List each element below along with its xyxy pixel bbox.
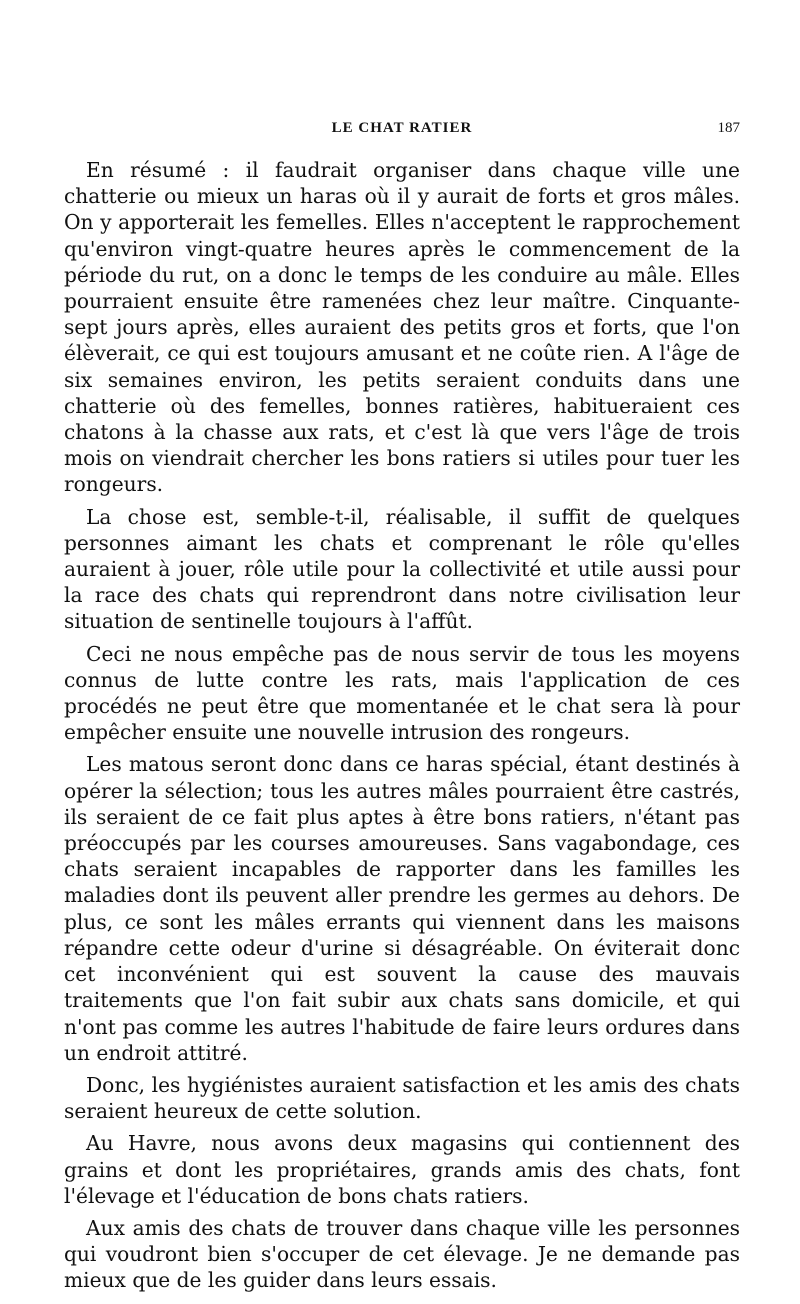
paragraph-hygienists: Donc, les hygiénistes auraient satisfaction et les amis des chats seraient heureux de cette solution.	[64, 1072, 740, 1124]
paragraph-le-havre: Au Havre, nous avons deux magasins qui contiennent des grains et dont les propriétaires, grands amis des chats, font l'élevage et l'éducation de bons chats ratiers.	[64, 1131, 740, 1208]
running-head	[64, 120, 740, 144]
page-number: 187	[717, 120, 740, 136]
body-text	[64, 157, 740, 1300]
paragraph-closing: Aux amis des chats de trouver dans chaque ville les personnes qui voudront bien s'occuper de cet élevage. Je ne demande pas mieux que de les guider dans leurs essais.	[64, 1215, 740, 1293]
paragraph-feasibility: La chose est, semble-t-il, réalisable, il suffit de quelques personnes aimant les chats et comprenant le rôle qu'elles auraient à jouer, rôle utile pour la collectivité et utile aussi pour la race des chats qui reprendront dans notre civilisation leur situation de sentinelle toujours à l'affût.	[64, 504, 740, 634]
paragraph-selection: Les matous seront donc dans ce haras spécial, étant destinés à opérer la sélection; tous les autres mâles pourraient être castrés, ils seraient de ce fait plus aptes à être bons ratiers, n'étant pas préoccupés par les courses amoureuses. Sans vagabondage, ces chats seraient incapables de rapporter dans les familles les maladies dont ils peuvent aller prendre les germes au dehors. De plus, ce sont les mâles errants qui viennent dans les maisons répandre cette odeur d'urine si désagréable. On éviterait donc cet inconvénient qui est souvent la cause des mauvais traitements que l'on fait subir aux chats sans domicile, et qui n'ont pas comme les autres l'habitude de faire leurs ordures dans un endroit attitré.	[64, 752, 740, 1065]
running-title: LE CHAT RATIER	[331, 120, 473, 136]
paragraph-other-methods: Ceci ne nous empêche pas de nous servir de tous les moyens connus de lutte contre les rats, mais l'application de ces procédés ne peut être que momentanée et le chat sera là pour empêcher ensuite une nouvelle intrusion des rongeurs.	[64, 641, 740, 745]
paragraph-summary: En résumé : il faudrait organiser dans chaque ville une chatterie ou mieux un haras où il y aurait de forts et gros mâles. On y apporterait les femelles. Elles n'acceptent le rapprochement qu'environ vingt-quatre heures après le commencement de la période du rut, on a donc le temps de les conduire au mâle. Elles pourraient ensuite être ramenées chez leur maître. Cinquante-sept jours après, elles auraient des petits gros et forts, que l'on élèverait, ce qui est toujours amusant et ne coûte rien. A l'âge de six semaines environ, les petits seraient conduits dans une chatterie où des femelles, bonnes ratières, habitueraient ces chatons à la chasse aux rats, et c'est là que vers l'âge de trois mois on viendrait chercher les bons ratiers si utiles pour tuer les rongeurs.	[64, 158, 740, 497]
